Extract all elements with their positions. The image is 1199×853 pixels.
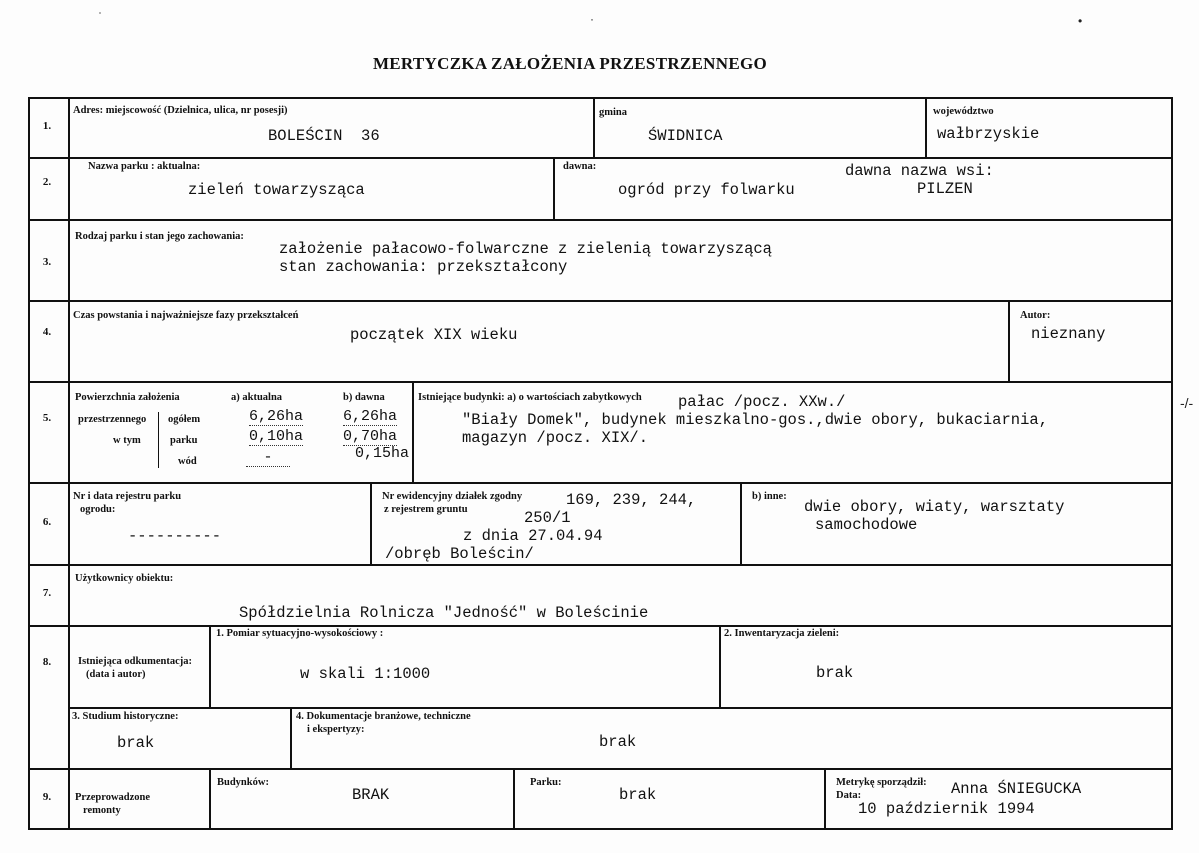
nazwa-parku-value: zieleń towarzysząca bbox=[188, 181, 365, 199]
pomiar-value: w skali 1:1000 bbox=[300, 665, 431, 683]
budynki-line-3: magazyn /pocz. XIX/. bbox=[462, 429, 649, 447]
dokumentacje-branzowe-value: brak bbox=[599, 733, 637, 751]
area-b-wod: 0,15ha bbox=[355, 445, 410, 462]
ogolem-label: ogółem bbox=[168, 414, 201, 425]
adres-value: BOLEŚCIN 36 bbox=[268, 127, 380, 145]
row-number-1: 1. bbox=[42, 120, 52, 132]
inwentaryzacja-value: brak bbox=[816, 664, 854, 682]
autor-label: Autor: bbox=[1020, 310, 1051, 321]
inne-label: b) inne: bbox=[752, 491, 787, 502]
dzialki-line-4: /obręb Boleścin/ bbox=[385, 545, 534, 563]
wojewodztwo-label: województwo bbox=[933, 106, 994, 117]
area-b-ogolem: 6,26ha bbox=[343, 408, 398, 425]
remonty-label-1: Przeprowadzone bbox=[75, 792, 151, 803]
budynkow-label: Budynków: bbox=[217, 777, 269, 788]
parku-label: parku bbox=[170, 435, 198, 446]
data-value: 10 październik 1994 bbox=[858, 800, 1035, 818]
nr-ewidencyjny-label-1: Nr ewidencyjny działek zgodny bbox=[382, 491, 523, 502]
row-number-6: 6. bbox=[42, 516, 52, 528]
budynkow-value: BRAK bbox=[352, 786, 390, 804]
row-number-4: 4. bbox=[42, 326, 52, 338]
parku-remont-label: Parku: bbox=[530, 777, 562, 788]
dokumentacja-label-1: Istniejąca odkumentacja: bbox=[78, 656, 193, 667]
dzialki-line-2: 250/1 bbox=[524, 509, 571, 527]
rejestr-label-2: ogrodu: bbox=[80, 504, 116, 515]
scan-mark: ˈ bbox=[98, 10, 102, 24]
dawna-label: dawna: bbox=[563, 161, 597, 172]
inne-line-2: samochodowe bbox=[815, 516, 918, 534]
row-number-3: 3. bbox=[42, 256, 52, 268]
row-number-2: 2. bbox=[42, 176, 52, 188]
scan-mark: · bbox=[590, 12, 594, 26]
gmina-value: ŚWIDNICA bbox=[648, 127, 723, 145]
row-number-5: 5. bbox=[42, 412, 52, 424]
pomiar-label: 1. Pomiar sytuacyjno-wysokościowy : bbox=[216, 628, 384, 639]
area-a-wod: - bbox=[246, 449, 290, 467]
rejestr-label-1: Nr i data rejestru parku bbox=[73, 491, 182, 502]
uzytkownicy-value: Spółdzielnia Rolnicza "Jedność" w Boleścinie bbox=[239, 604, 649, 622]
uzytkownicy-label: Użytkownicy obiektu: bbox=[75, 573, 174, 584]
rodzaj-parku-line-1: założenie pałacowo-folwarczne z zielenią towarzyszącą bbox=[279, 240, 772, 258]
wod-label: wód bbox=[178, 456, 197, 467]
wojewodztwo-value: wałbrzyskie bbox=[937, 125, 1040, 143]
przestrzennego-label: przestrzennego bbox=[78, 414, 147, 425]
aktualna-label: a) aktualna bbox=[231, 392, 283, 403]
data-label: Data: bbox=[836, 790, 862, 801]
studium-value: brak bbox=[117, 734, 155, 752]
czas-powstania-label: Czas powstania i najważniejsze fazy przekształceń bbox=[73, 310, 299, 321]
inne-line-1: dwie obory, wiaty, warsztaty bbox=[804, 498, 1065, 516]
parku-remont-value: brak bbox=[619, 786, 657, 804]
dawna-nazwa-wsi: dawna nazwa wsi: bbox=[845, 162, 994, 180]
dzialki-line-3: z dnia 27.04.94 bbox=[463, 527, 603, 545]
scan-mark: -/- bbox=[1180, 395, 1194, 411]
powierzchnia-label: Powierzchnia założenia bbox=[75, 392, 180, 403]
dokumentacje-branzowe-label-1: 4. Dokumentacje branżowe, techniczne bbox=[296, 711, 471, 722]
row-number-8: 8. bbox=[42, 656, 52, 668]
dokumentacja-label-2: (data i autor) bbox=[86, 669, 146, 680]
area-a-parku: 0,10ha bbox=[249, 428, 304, 445]
area-b-parku: 0,70ha bbox=[343, 428, 398, 445]
budynki-line-2: "Biały Domek", budynek mieszkalno-gos.,dwie obory, bukaciarnia, bbox=[462, 411, 1048, 429]
autor-value: nieznany bbox=[1031, 325, 1106, 343]
rodzaj-parku-line-2: stan zachowania: przekształcony bbox=[279, 258, 568, 276]
area-a-ogolem: 6,26ha bbox=[249, 408, 304, 425]
istniejace-budynki-label: Istniejące budynki: a) o wartościach zabytkowych bbox=[418, 392, 642, 403]
dzialki-line-1: 169, 239, 244, bbox=[566, 491, 697, 509]
row-number-7: 7. bbox=[42, 587, 52, 599]
row-number-9: 9. bbox=[42, 791, 52, 803]
sporzadzil-value: Anna ŚNIEGUCKA bbox=[951, 780, 1082, 798]
studium-label: 3. Studium historyczne: bbox=[72, 711, 179, 722]
inwentaryzacja-label: 2. Inwentaryzacja zieleni: bbox=[724, 628, 840, 639]
dawna-area-label: b) dawna bbox=[343, 392, 385, 403]
page-title: MERTYCZKA ZAŁOŻENIA PRZESTRZENNEGO bbox=[372, 54, 768, 73]
dawna-value: ogród przy folwarku bbox=[618, 181, 795, 199]
rejestr-value: ---------- bbox=[128, 527, 222, 545]
nr-ewidencyjny-label-2: z rejestrem gruntu bbox=[384, 504, 468, 515]
budynki-zabytkowe-value: pałac /pocz. XXw./ bbox=[678, 393, 846, 411]
czas-powstania-value: początek XIX wieku bbox=[350, 326, 518, 344]
adres-label: Adres: miejscowość (Dzielnica, ulica, nr posesji) bbox=[73, 105, 288, 116]
sporzadzil-label: Metrykę sporządził: bbox=[836, 777, 927, 788]
remonty-label-2: remonty bbox=[83, 805, 121, 816]
gmina-label: gmina bbox=[599, 107, 628, 118]
dawna-nazwa-wsi-value: PILZEN bbox=[917, 180, 973, 198]
dokumentacje-branzowe-label-2: i ekspertyzy: bbox=[307, 724, 365, 735]
w-tym-label: w tym bbox=[113, 435, 141, 446]
rodzaj-parku-label: Rodzaj parku i stan jego zachowania: bbox=[75, 231, 244, 242]
nazwa-parku-label: Nazwa parku : aktualna: bbox=[88, 161, 201, 172]
scan-mark: • bbox=[1078, 14, 1083, 28]
